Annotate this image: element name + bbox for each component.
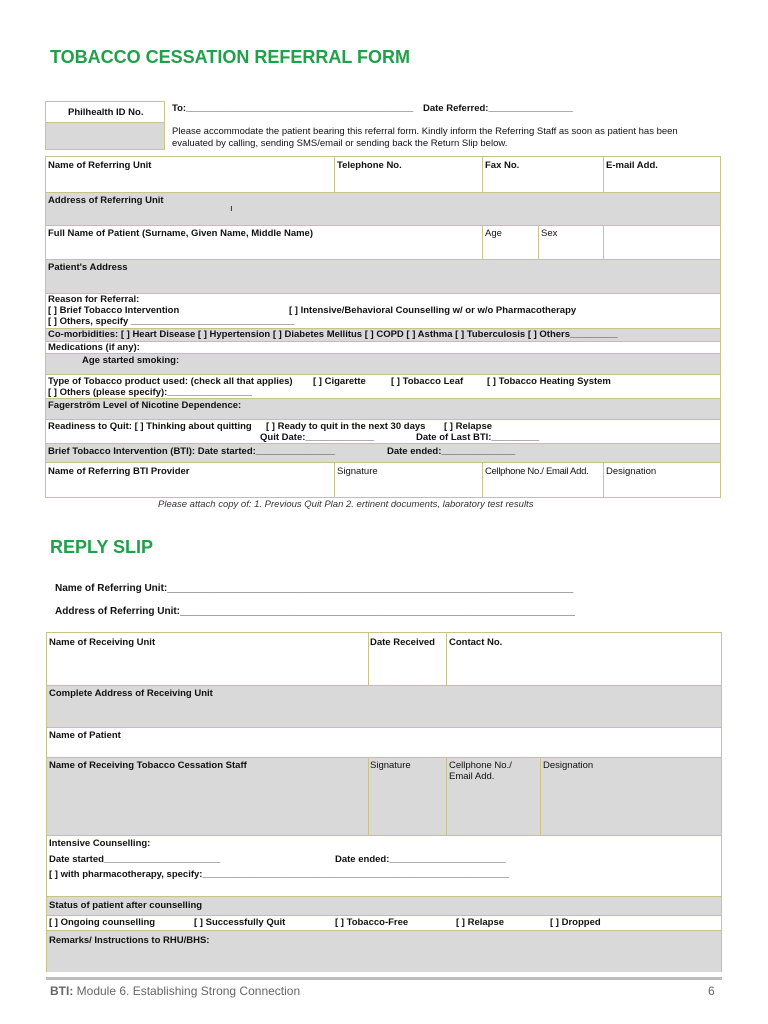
pharmacotherapy-checkbox[interactable]: [ ] with pharmacotherapy, specify:__________________________________________________________ xyxy=(49,869,509,880)
reason-label: Reason for Referral: xyxy=(48,294,140,305)
others-please-specify-checkbox[interactable]: [ ] Others (please specify):________________ xyxy=(48,387,252,398)
intensive-counselling-label: Intensive Counselling: xyxy=(49,838,151,849)
status-row xyxy=(47,896,721,915)
reply-date-started-field[interactable]: Date started______________________ xyxy=(49,854,221,865)
reply-slip-title: REPLY SLIP xyxy=(50,537,154,557)
age-label: Age xyxy=(485,228,502,239)
relapse-checkbox[interactable]: [ ] Relapse xyxy=(444,421,493,432)
others-specify-checkbox[interactable]: [ ] Others, specify _______________________________ xyxy=(48,316,295,327)
status-label: Status of patient after counselling xyxy=(49,900,203,911)
brief-intervention-checkbox[interactable]: [ ] Brief Tobacco Intervention xyxy=(48,305,180,316)
age-smoking-row[interactable] xyxy=(46,353,720,374)
reply-table xyxy=(46,632,722,972)
staff-name-label: Name of Receiving Tobacco Cessation Staff xyxy=(49,760,247,771)
philhealth-label-box xyxy=(45,101,165,123)
to-field: To:___________________________________________ xyxy=(172,103,414,114)
dropped-checkbox[interactable]: [ ] Dropped xyxy=(550,917,601,928)
staff-row[interactable] xyxy=(47,757,721,835)
patient-name-reply-label: Name of Patient xyxy=(49,730,121,741)
philhealth-label: Philhealth ID No. xyxy=(68,107,144,118)
full-name-label: Full Name of Patient (Surname, Given Name, Middle Name) xyxy=(48,228,314,239)
patient-address-row[interactable] xyxy=(46,259,720,293)
patient-name-row[interactable] xyxy=(46,225,720,259)
receiving-address-row[interactable] xyxy=(47,685,721,727)
page-number: 6 xyxy=(708,984,715,998)
staff-designation-label: Designation xyxy=(543,760,594,771)
heating-system-checkbox[interactable]: [ ] Tobacco Heating System xyxy=(487,376,611,387)
reply-name-referring-unit[interactable]: Name of Referring Unit:_________________________________________________________________________ xyxy=(55,583,574,594)
telephone-label: Telephone No. xyxy=(337,160,402,171)
tobacco-leaf-checkbox[interactable]: [ ] Tobacco Leaf xyxy=(391,376,464,387)
footer-module xyxy=(50,984,300,998)
fagerstrom-label: Fagerström Level of Nicotine Dependence: xyxy=(48,400,242,411)
philhealth-input[interactable] xyxy=(45,123,165,150)
intensive-counselling-checkbox[interactable]: [ ] Intensive/Behavioral Counselling w/ or w/o Pharmacotherapy xyxy=(289,305,577,316)
provider-row[interactable] xyxy=(46,462,720,498)
intensive-counselling-row xyxy=(47,835,721,896)
footer-divider xyxy=(46,977,722,980)
ready-30-days-checkbox[interactable]: [ ] Ready to quit in the next 30 days xyxy=(266,421,426,432)
remarks-row[interactable] xyxy=(47,930,721,972)
referral-table xyxy=(45,156,721,498)
ongoing-checkbox[interactable]: [ ] Ongoing counselling xyxy=(49,917,156,928)
age-smoking-label: Age started smoking: xyxy=(82,355,180,366)
contact-no-label: Contact No. xyxy=(449,637,503,648)
attach-note: Please attach copy of: 1. Previous Quit Plan 2. ertinent documents, laboratory test results xyxy=(158,499,534,510)
instructions-line1: Please accommodate the patient bearing this referral form. Kindly inform the Referring Staff as soon as patient has been xyxy=(172,126,678,137)
date-received-label: Date Received xyxy=(370,637,435,648)
date-referred-field: Date Referred:________________ xyxy=(423,103,574,114)
medications-label: Medications (if any): xyxy=(48,342,140,353)
sex-label: Sex xyxy=(541,228,558,239)
staff-cellphone-label: Cellphone No./ xyxy=(449,760,512,771)
staff-email-label: Email Add. xyxy=(449,771,495,782)
cigarette-checkbox[interactable]: [ ] Cigarette xyxy=(313,376,366,387)
instructions-line2: evaluated by calling, sending SMS/email or sending back the Return Slip below. xyxy=(172,138,508,149)
readiness-row xyxy=(46,419,720,443)
provider-designation-label: Designation xyxy=(606,466,657,477)
staff-signature-label: Signature xyxy=(370,760,411,771)
medications-row[interactable] xyxy=(46,341,720,353)
tobacco-free-checkbox[interactable]: [ ] Tobacco-Free xyxy=(335,917,409,928)
thinking-quitting-checkbox[interactable]: Readiness to Quit: [ ] Thinking about quitting xyxy=(48,421,252,432)
email-label: E-mail Add. xyxy=(606,160,658,171)
address-mark: ı xyxy=(230,203,233,214)
quit-date-field[interactable]: Quit Date:_____________ xyxy=(260,432,375,443)
name-referring-unit-label: Name of Referring Unit xyxy=(48,160,152,171)
provider-cellphone-label: Cellphone No./ Email Add. xyxy=(485,466,589,477)
remarks-label: Remarks/ Instructions to RHU/BHS: xyxy=(49,935,210,946)
reply-address-referring-unit[interactable]: Address of Referring Unit:_______________________________________________________________________ xyxy=(55,606,575,617)
bti-date-started-field[interactable]: Brief Tobacco Intervention (BTI): Date started:_______________ xyxy=(48,446,336,457)
reason-row xyxy=(46,293,720,328)
footer-module-bold: BTI: xyxy=(50,984,74,998)
address-referring-unit-label: Address of Referring Unit xyxy=(48,195,164,206)
status-options-row xyxy=(47,915,721,930)
reply-date-ended-field[interactable]: Date ended:______________________ xyxy=(335,854,506,865)
footer-module-text: Module 6. Establishing Strong Connection xyxy=(73,984,301,998)
bti-row xyxy=(46,443,720,462)
receiving-unit-label: Name of Receiving Unit xyxy=(49,637,156,648)
comorbidities-label[interactable]: Co-morbidities: [ ] Heart Disease [ ] Hypertension [ ] Diabetes Mellitus [ ] COPD [ ] Asthma [ ] Tuberculosis [ ] Others_________ xyxy=(48,329,618,340)
tobacco-type-row xyxy=(46,374,720,398)
fax-label: Fax No. xyxy=(485,160,520,171)
fagerstrom-row[interactable] xyxy=(46,398,720,419)
patient-address-label: Patient's Address xyxy=(48,262,128,273)
patient-name-reply-row[interactable] xyxy=(47,727,721,757)
last-bti-field[interactable]: Date of Last BTI:_________ xyxy=(416,432,540,443)
provider-name-label: Name of Referring BTI Provider xyxy=(48,466,190,477)
successfully-quit-checkbox[interactable]: [ ] Successfully Quit xyxy=(194,917,286,928)
tobacco-type-label: Type of Tobacco product used: (check all that applies) xyxy=(48,376,293,387)
address-referring-unit-row[interactable] xyxy=(46,192,720,225)
form-title: TOBACCO CESSATION REFERRAL FORM xyxy=(50,47,411,67)
bti-date-ended-field[interactable]: Date ended:______________ xyxy=(387,446,516,457)
receiving-address-label: Complete Address of Receiving Unit xyxy=(49,688,213,699)
comorbidities-row xyxy=(46,328,720,341)
relapse-status-checkbox[interactable]: [ ] Relapse xyxy=(456,917,505,928)
provider-signature-label: Signature xyxy=(337,466,378,477)
